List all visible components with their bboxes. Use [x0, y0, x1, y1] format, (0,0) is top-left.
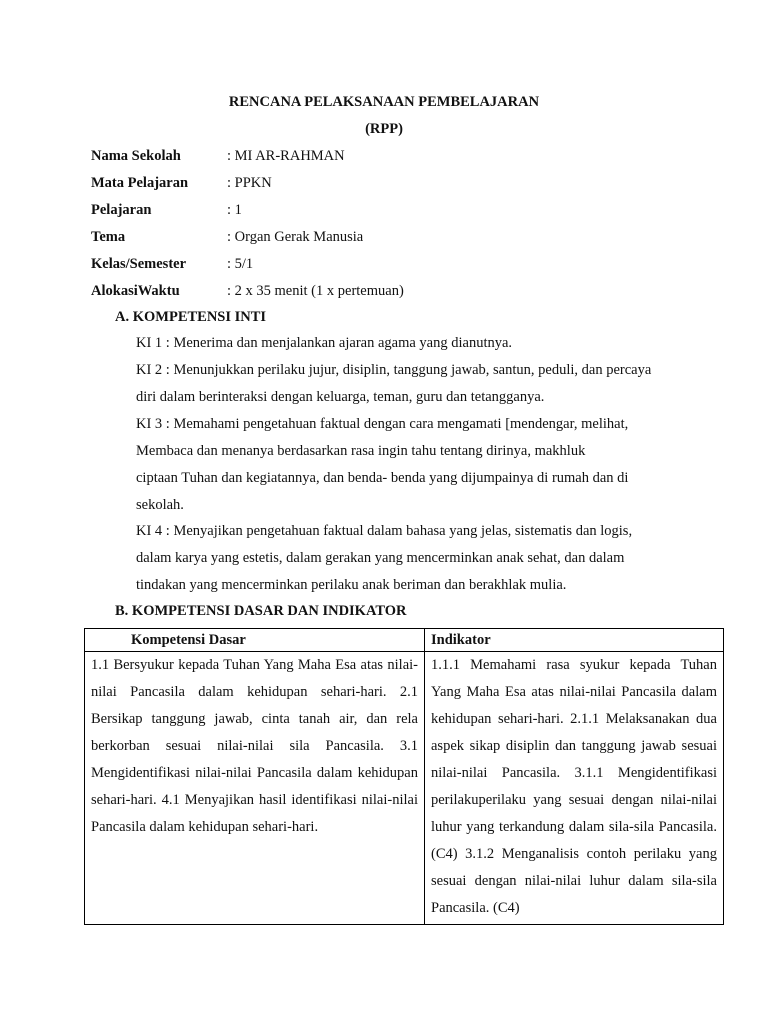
identity-value: : 2 x 35 menit (1 x pertemuan)	[227, 283, 404, 299]
document-subtitle: (RPP)	[365, 121, 403, 137]
identity-value: : PPKN	[227, 175, 272, 191]
ki-line: Membaca dan menanya berdasarkan rasa ingin tahu tentang dirinya, makhluk	[136, 443, 586, 459]
ki-line: KI 1 : Menerima dan menjalankan ajaran agama yang dianutnya.	[136, 335, 513, 351]
table-header-indikator: Indikator	[425, 629, 724, 652]
ki-line: dalam karya yang estetis, dalam gerakan yang mencerminkan anak sehat, dan dalam	[136, 550, 625, 566]
identity-label: Tema	[91, 229, 126, 245]
kompetensi-dasar-cell: 1.1 Bersyukur kepada Tuhan Yang Maha Esa atas nilai-nilai Pancasila dalam kehidupan sehari-hari. 2.1 Bersikap tanggung jawab, cinta tanah air, dan rela berkorban sesuai nilai-nilai sila Pancasila. 3.1 Mengidentifikasi nilai-nilai Pancasila dalam kehidupan sehari-hari. 4.1 Menyajikan hasil identifikasi nilai-nilai Pancasila dalam kehidupan sehari-hari.	[85, 652, 425, 925]
ki-line: KI 3 : Memahami pengetahuan faktual dengan cara mengamati [mendengar, melihat,	[136, 416, 629, 432]
ki-line: ciptaan Tuhan dan kegiatannya, dan benda- benda yang dijumpainya di rumah dan di	[136, 470, 629, 486]
section-b-heading: B. KOMPETENSI DASAR DAN INDIKATOR	[115, 603, 407, 619]
table-header-row	[85, 629, 724, 652]
ki-line: diri dalam berinteraksi dengan keluarga, teman, guru dan tetangganya.	[136, 389, 545, 405]
identity-label: AlokasiWaktu	[91, 283, 180, 299]
section-a-heading: A. KOMPETENSI INTI	[115, 309, 267, 325]
table-row	[85, 652, 724, 925]
identity-label: Kelas/Semester	[91, 256, 187, 272]
indikator-cell: 1.1.1 Memahami rasa syukur kepada Tuhan Yang Maha Esa atas nilai-nilai Pancasila dalam kehidupan sehari-hari. 2.1.1 Melaksanakan dua aspek sikap disiplin dan tanggung jawab sesuai nilai-nilai Pancasila. 3.1.1 Mengidentifikasi perilakuperilaku yang sesuai dengan nilai-nilai luhur yang terkandung dalam sila-sila Pancasila. (C4) 3.1.2 Menganalisis contoh perilaku yang sesuai dengan nilai-nilai luhur dalam sila-sila Pancasila. (C4)	[425, 652, 724, 925]
ki-line: sekolah.	[136, 497, 184, 513]
identity-value: : Organ Gerak Manusia	[227, 229, 364, 245]
competency-table	[84, 628, 724, 925]
identity-value: : 1	[227, 202, 242, 218]
identity-label: Pelajaran	[91, 202, 152, 218]
identity-label: Nama Sekolah	[91, 148, 181, 164]
identity-value: : 5/1	[227, 256, 254, 272]
identity-value: : MI AR-RAHMAN	[227, 148, 345, 164]
document-title: RENCANA PELAKSANAAN PEMBELAJARAN	[228, 94, 540, 110]
ki-line: KI 2 : Menunjukkan perilaku jujur, disiplin, tanggung jawab, santun, peduli, dan percaya	[136, 362, 652, 378]
table-header-kompetensi-dasar: Kompetensi Dasar	[85, 629, 425, 652]
ki-line: KI 4 : Menyajikan pengetahuan faktual dalam bahasa yang jelas, sistematis dan logis,	[136, 523, 633, 539]
identity-label: Mata Pelajaran	[91, 175, 189, 191]
ki-line: tindakan yang mencerminkan perilaku anak beriman dan berakhlak mulia.	[136, 577, 567, 593]
